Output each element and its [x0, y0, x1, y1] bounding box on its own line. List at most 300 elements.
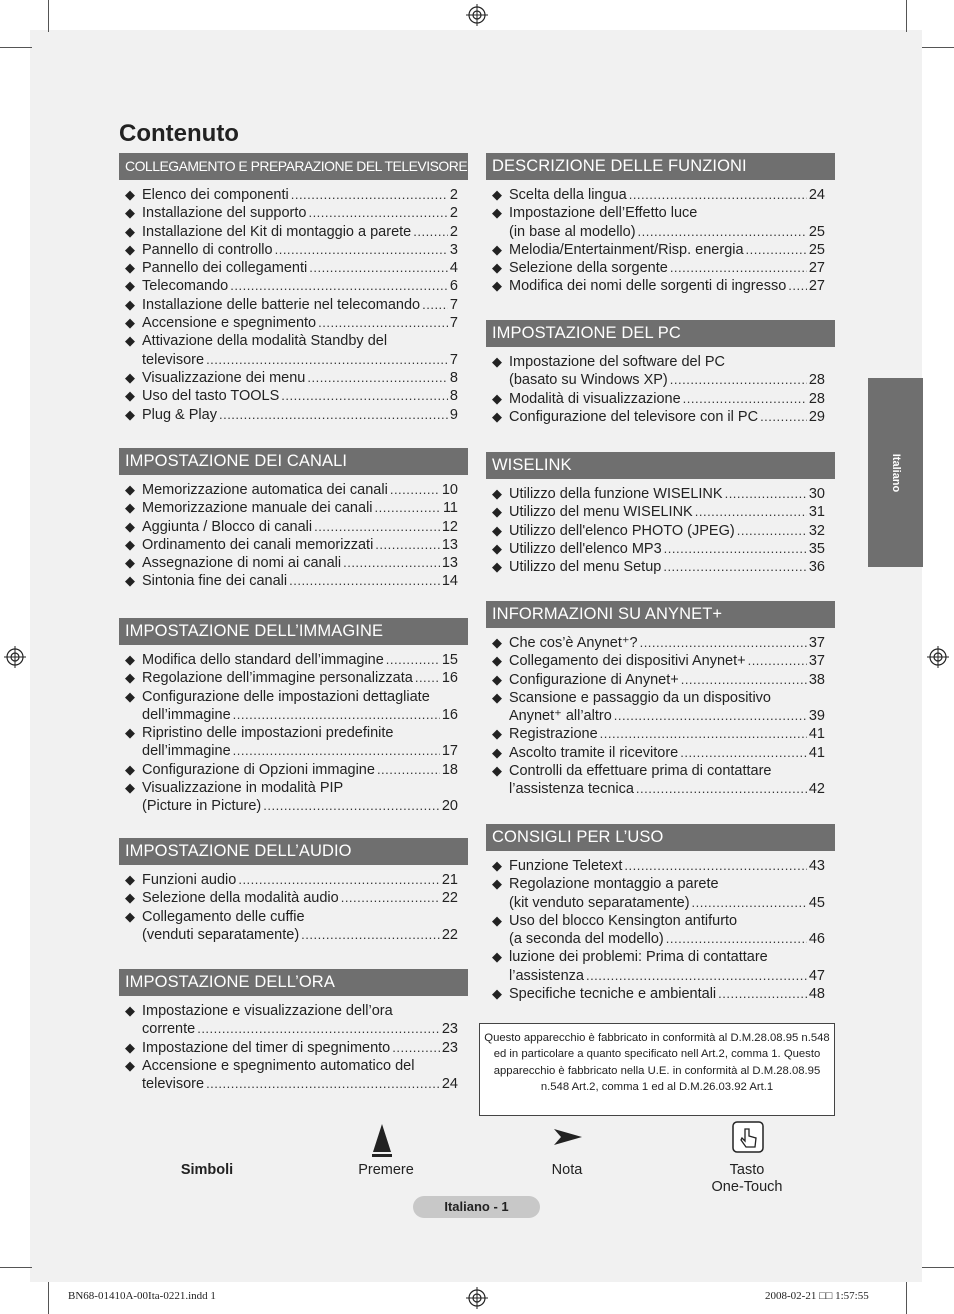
toc-entry-text: Anynet⁺ all’altro — [509, 708, 612, 725]
toc-entry[interactable] — [486, 875, 835, 912]
toc-entry[interactable] — [486, 522, 835, 540]
toc-entry-text: (kit venduto separatamente) — [509, 894, 690, 911]
toc-page-number: 4 — [449, 260, 458, 277]
toc-page-number: 12 — [441, 518, 458, 535]
toc-section — [119, 153, 468, 424]
crop-mark — [0, 1267, 32, 1268]
toc-entry-text: Modalità di visualizzazione — [509, 390, 681, 407]
toc-entry-row — [142, 572, 458, 590]
toc-page-number: 6 — [449, 278, 458, 295]
toc-entry[interactable] — [119, 908, 468, 945]
toc-entry-text: (in base al modello) — [509, 223, 636, 240]
dot-leader — [624, 857, 806, 875]
toc-entry-row — [509, 503, 825, 521]
dot-leader — [695, 503, 807, 521]
diamond-bullet-icon: ◆ — [125, 872, 135, 887]
toc-entry[interactable] — [119, 369, 468, 387]
toc-entry-row — [509, 744, 825, 762]
toc-page-number: 11 — [442, 500, 458, 517]
toc-page-number: 43 — [808, 858, 825, 874]
symbol-label-one-touch-text: Tasto One-Touch — [711, 1162, 783, 1195]
dot-leader — [636, 780, 807, 798]
toc-entry[interactable] — [119, 518, 468, 536]
dot-leader — [415, 669, 440, 687]
toc-entry-row — [509, 985, 825, 1003]
toc-section — [486, 153, 835, 296]
toc-entry[interactable] — [486, 353, 835, 390]
toc-entry-row — [509, 485, 825, 503]
toc-entry-row — [142, 204, 458, 222]
toc-entry-row — [142, 481, 458, 499]
diamond-bullet-icon: ◆ — [492, 187, 502, 202]
toc-entry-row — [142, 871, 458, 889]
toc-entry-text: Memorizzazione manuale dei canali — [142, 500, 373, 517]
diamond-bullet-icon: ◆ — [125, 223, 135, 239]
diamond-bullet-icon: ◆ — [125, 890, 135, 906]
toc-entry[interactable] — [486, 689, 835, 726]
toc-entry-text: Collegamento delle cuffie — [142, 908, 305, 925]
toc-page-number: 38 — [808, 671, 825, 688]
toc-page-number: 24 — [441, 1076, 458, 1093]
toc-entry[interactable] — [119, 889, 468, 907]
toc-entry-text: Collegamento dei dispositivi Anynet+ — [509, 653, 746, 670]
toc-page-number: 28 — [808, 390, 825, 407]
note-icon — [553, 1128, 583, 1146]
diamond-bullet-icon: ◆ — [125, 260, 135, 276]
toc-entry[interactable] — [486, 204, 835, 241]
toc-page-number: 10 — [441, 482, 458, 498]
diamond-bullet-icon: ◆ — [125, 536, 135, 552]
toc-section — [119, 969, 468, 1093]
page-number: Italiano - 1 — [413, 1196, 540, 1218]
conformity-notice: Questo apparecchio è fabbricato in conformità al D.M.28.08.95 n.548 ed in particolare a quanto specificato nell Art.2, comma 1. Questo apparecchio è fabbricato nella U.E. in conformità al D.M.28.08.95 n.548 Art.2, comma 1 ed al D.M.26.03.92 Art.1 — [479, 1023, 835, 1116]
toc-entry-row — [142, 797, 458, 815]
toc-list — [486, 628, 835, 799]
toc-entry-row — [142, 277, 458, 295]
diamond-bullet-icon: ◆ — [492, 763, 502, 779]
toc-entry-text: Ripristino delle impostazioni predefinite — [142, 725, 394, 742]
toc-entry[interactable] — [486, 277, 835, 295]
toc-entry-row — [509, 930, 825, 948]
toc-entry[interactable] — [486, 408, 835, 426]
toc-page-number: 8 — [449, 388, 458, 405]
toc-page-number: 35 — [808, 540, 825, 557]
diamond-bullet-icon: ◆ — [492, 559, 502, 575]
toc-section — [486, 601, 835, 799]
page-title: Contenuto — [119, 120, 239, 147]
toc-entry[interactable] — [119, 387, 468, 405]
diamond-bullet-icon: ◆ — [125, 187, 135, 202]
toc-entry-text: Impostazione del timer di spegnimento — [142, 1039, 391, 1056]
toc-entry[interactable] — [486, 744, 835, 762]
dot-leader — [281, 387, 448, 405]
diamond-bullet-icon: ◆ — [125, 369, 135, 385]
toc-entry[interactable] — [119, 277, 468, 295]
toc-entry-text: Uso del blocco Kensington antifurto — [509, 912, 738, 929]
diamond-bullet-icon: ◆ — [492, 504, 502, 520]
dot-leader — [670, 371, 807, 389]
toc-page-number: 22 — [441, 890, 458, 907]
dot-leader — [586, 967, 807, 985]
diamond-bullet-icon: ◆ — [125, 315, 135, 331]
registration-mark-icon — [4, 646, 26, 668]
dot-leader — [263, 797, 440, 815]
dot-leader — [197, 1020, 440, 1038]
diamond-bullet-icon: ◆ — [492, 278, 502, 294]
toc-page-number: 48 — [808, 986, 825, 1003]
section-heading: WISELINK — [486, 452, 835, 479]
toc-entry-text: Melodia/Entertainment/Risp. energia — [509, 241, 744, 258]
toc-entry[interactable] — [486, 485, 835, 503]
diamond-bullet-icon: ◆ — [125, 725, 135, 741]
toc-entry[interactable] — [119, 871, 468, 889]
toc-list — [486, 347, 835, 426]
toc-entry-text: Selezione della modalità audio — [142, 890, 339, 907]
toc-entry[interactable] — [119, 204, 468, 222]
dot-leader — [629, 186, 807, 204]
toc-entry-text: Installazione del supporto — [142, 205, 307, 222]
crop-mark — [922, 1267, 954, 1268]
toc-entry-text: Installazione del Kit di montaggio a parete — [142, 223, 412, 240]
toc-entry[interactable] — [119, 536, 468, 554]
toc-entry[interactable] — [119, 332, 468, 369]
toc-entry[interactable] — [486, 985, 835, 1003]
dot-leader — [309, 259, 448, 277]
diamond-bullet-icon: ◆ — [492, 241, 502, 257]
toc-entry-row — [509, 390, 825, 408]
toc-entry-text: (basato su Windows XP) — [509, 372, 668, 389]
toc-entry-text: Utilizzo del menu WISELINK — [509, 504, 693, 521]
toc-entry-text: dell’immagine — [142, 706, 231, 723]
toc-section — [119, 838, 468, 944]
toc-entry-text: Attivazione della modalità Standby del — [142, 333, 388, 350]
toc-entry[interactable] — [486, 259, 835, 277]
toc-list — [119, 475, 468, 591]
toc-entry-text: Configurazione di Anynet+ — [509, 671, 679, 688]
toc-entry-text: Controlli da effettuare prima di contattare — [509, 763, 772, 780]
dot-leader — [664, 540, 807, 558]
toc-page-number: 14 — [441, 573, 458, 590]
toc-entry-row — [509, 857, 825, 875]
toc-entry-text: Installazione delle batterie nel telecomando — [142, 296, 421, 313]
diamond-bullet-icon: ◆ — [125, 688, 135, 704]
diamond-bullet-icon: ◆ — [125, 333, 135, 349]
dot-leader — [640, 634, 807, 652]
toc-entry-text: (Picture in Picture) — [142, 798, 262, 815]
toc-entry[interactable] — [119, 688, 468, 725]
toc-entry[interactable] — [119, 554, 468, 572]
toc-page-number: 22 — [441, 926, 458, 943]
toc-entry[interactable] — [486, 558, 835, 576]
section-heading: IMPOSTAZIONE DELL’IMMAGINE — [119, 618, 468, 645]
toc-page-number: 37 — [808, 635, 825, 651]
dot-leader — [386, 651, 440, 669]
toc-entry-text: televisore — [142, 1076, 205, 1093]
toc-entry-row — [509, 671, 825, 689]
toc-page-number: 2 — [449, 187, 458, 203]
toc-entry-text: Visualizzazione in modalità PIP — [142, 780, 344, 797]
diamond-bullet-icon: ◆ — [125, 296, 135, 312]
dot-leader — [737, 522, 807, 540]
toc-page-number: 2 — [449, 223, 458, 240]
toc-page-number: 15 — [441, 652, 458, 668]
toc-entry-text: l’assistenza tecnica — [509, 781, 634, 798]
dot-leader — [308, 204, 447, 222]
toc-entry-text: Impostazione dell’Effetto luce — [509, 205, 698, 222]
diamond-bullet-icon: ◆ — [492, 912, 502, 928]
toc-entry-row — [142, 554, 458, 572]
toc-page-number: 7 — [449, 296, 458, 313]
diamond-bullet-icon: ◆ — [125, 1039, 135, 1055]
toc-entry[interactable] — [119, 499, 468, 517]
toc-entry[interactable] — [486, 652, 835, 670]
section-heading: COLLEGAMENTO E PREPARAZIONE DEL TELEVISORE — [119, 153, 468, 180]
dot-leader — [718, 985, 807, 1003]
toc-entry-text: Uso del tasto TOOLS — [142, 388, 280, 405]
toc-section — [486, 824, 835, 1003]
toc-entry-row — [142, 926, 458, 944]
toc-page-number: 7 — [449, 351, 458, 368]
toc-entry-row — [142, 536, 458, 554]
toc-entry-row — [142, 387, 458, 405]
dot-leader — [663, 558, 807, 576]
toc-page-number: 16 — [441, 670, 458, 687]
toc-entry-row — [509, 186, 825, 204]
toc-page-number: 16 — [441, 706, 458, 723]
toc-entry[interactable] — [119, 572, 468, 590]
toc-entry-row — [509, 408, 825, 426]
toc-entry-row — [142, 241, 458, 259]
toc-page-number: 39 — [808, 708, 825, 725]
toc-list — [119, 996, 468, 1093]
toc-entry-text: Modifica dei nomi delle sorgenti di ingresso — [509, 278, 787, 295]
toc-entry-text: Pannello dei collegamenti — [142, 260, 308, 277]
symbol-label-nota: Nota — [551, 1162, 583, 1178]
toc-page-number: 41 — [808, 744, 825, 761]
toc-entry-text: Sintonia fine dei canali — [142, 573, 288, 590]
toc-entry-row — [509, 223, 825, 241]
dot-leader — [670, 259, 807, 277]
diamond-bullet-icon: ◆ — [492, 689, 502, 705]
toc-entry-row — [142, 186, 458, 204]
toc-entry-text: Funzioni audio — [142, 872, 237, 888]
diamond-bullet-icon: ◆ — [492, 671, 502, 687]
toc-entry[interactable] — [119, 314, 468, 332]
toc-entry-text: Che cos’è Anynet⁺? — [509, 635, 638, 651]
toc-entry-text: Configurazione di Opzioni immagine — [142, 761, 375, 778]
side-tab-label: Italiano — [889, 453, 902, 492]
footer-file: BN68-01410A-00Ita-0221.indd 1 — [68, 1290, 216, 1302]
toc-entry[interactable] — [119, 259, 468, 277]
toc-page-number: 27 — [808, 260, 825, 277]
toc-page-number: 31 — [808, 504, 825, 521]
toc-entry[interactable] — [119, 1002, 468, 1039]
diamond-bullet-icon: ◆ — [492, 540, 502, 556]
toc-entry[interactable] — [486, 503, 835, 521]
dot-leader — [392, 1039, 440, 1057]
toc-entry[interactable] — [486, 186, 835, 204]
toc-list — [486, 851, 835, 1003]
toc-entry[interactable] — [119, 669, 468, 687]
toc-page-number: 20 — [441, 798, 458, 815]
dot-leader — [343, 554, 440, 572]
dot-leader — [788, 277, 807, 295]
section-heading: IMPOSTAZIONE DELL’ORA — [119, 969, 468, 996]
toc-entry-text: Plug & Play — [142, 406, 217, 423]
toc-page-number: 41 — [808, 726, 825, 743]
toc-entry[interactable] — [119, 651, 468, 669]
dot-leader — [748, 652, 807, 670]
toc-entry-text: Telecomando — [142, 278, 229, 295]
dot-leader — [206, 351, 448, 369]
toc-entry-text: Ordinamento dei canali memorizzati — [142, 536, 374, 553]
toc-entry-text: Specifiche tecniche e ambientali — [509, 986, 717, 1003]
toc-entry-row — [509, 967, 825, 985]
toc-page-number: 9 — [449, 406, 458, 423]
dot-leader — [230, 277, 448, 295]
toc-entry-row — [142, 259, 458, 277]
toc-page-number: 23 — [441, 1021, 458, 1038]
toc-entry-row — [509, 371, 825, 389]
toc-page-number: 21 — [441, 872, 458, 888]
crop-mark — [0, 47, 32, 48]
toc-entry[interactable] — [486, 912, 835, 949]
diamond-bullet-icon: ◆ — [125, 388, 135, 404]
dot-leader — [301, 926, 440, 944]
toc-entry[interactable] — [119, 241, 468, 259]
toc-entry[interactable] — [119, 779, 468, 816]
diamond-bullet-icon: ◆ — [492, 653, 502, 669]
toc-list — [119, 180, 468, 424]
toc-entry[interactable] — [486, 540, 835, 558]
toc-entry[interactable] — [119, 481, 468, 499]
diamond-bullet-icon: ◆ — [125, 500, 135, 516]
toc-page-number: 24 — [808, 187, 825, 203]
toc-page-number: 3 — [449, 241, 458, 258]
toc-entry[interactable] — [119, 186, 468, 204]
toc-entry-text: (venduti separatamente) — [142, 926, 300, 943]
diamond-bullet-icon: ◆ — [125, 205, 135, 221]
toc-list — [119, 645, 468, 816]
dot-leader — [289, 572, 440, 590]
toc-page-number: 45 — [808, 894, 825, 911]
toc-entry[interactable] — [486, 948, 835, 985]
toc-entry-row — [509, 652, 825, 670]
toc-entry[interactable] — [486, 241, 835, 259]
toc-section — [486, 452, 835, 576]
toc-entry-row — [142, 706, 458, 724]
toc-entry-row — [509, 522, 825, 540]
diamond-bullet-icon: ◆ — [125, 406, 135, 422]
toc-page-number: 13 — [441, 555, 458, 572]
toc-entry-row — [142, 1020, 458, 1038]
toc-entry[interactable] — [486, 671, 835, 689]
toc-entry-text: Accensione e spegnimento automatico del — [142, 1057, 415, 1074]
toc-entry-text: (a seconda del modello) — [509, 931, 664, 948]
diamond-bullet-icon: ◆ — [125, 761, 135, 777]
dot-leader — [638, 223, 807, 241]
toc-entry-row — [142, 351, 458, 369]
crop-mark — [922, 47, 954, 48]
toc-entry[interactable] — [119, 724, 468, 761]
toc-page-number: 18 — [441, 761, 458, 778]
toc-entry[interactable] — [119, 406, 468, 424]
press-icon — [369, 1122, 395, 1158]
toc-entry[interactable] — [119, 1039, 468, 1057]
toc-entry-text: Memorizzazione automatica dei canali — [142, 482, 388, 498]
toc-entry[interactable] — [486, 725, 835, 743]
toc-entry-text: Pannello di controllo — [142, 241, 273, 258]
toc-entry-row — [142, 369, 458, 387]
dot-leader — [692, 894, 807, 912]
diamond-bullet-icon: ◆ — [492, 354, 502, 369]
diamond-bullet-icon: ◆ — [125, 278, 135, 294]
dot-leader — [422, 296, 448, 314]
diamond-bullet-icon: ◆ — [125, 652, 135, 667]
toc-entry-text: Utilizzo del menu Setup — [509, 559, 662, 576]
diamond-bullet-icon: ◆ — [125, 573, 135, 589]
toc-entry[interactable] — [486, 634, 835, 652]
diamond-bullet-icon: ◆ — [125, 241, 135, 257]
toc-page-number: 28 — [808, 372, 825, 389]
toc-entry-row — [509, 259, 825, 277]
toc-entry[interactable] — [119, 223, 468, 241]
toc-page-number: 30 — [808, 486, 825, 502]
dot-leader — [600, 725, 807, 743]
toc-entry-row — [509, 241, 825, 259]
symbols-label: Simboli — [180, 1162, 234, 1178]
toc-entry-text: Utilizzo dell'elenco PHOTO (JPEG) — [509, 522, 735, 539]
dot-leader — [318, 314, 448, 332]
section-heading: IMPOSTAZIONE DEL PC — [486, 320, 835, 347]
toc-page-number: 47 — [808, 967, 825, 984]
diamond-bullet-icon: ◆ — [492, 876, 502, 892]
dot-leader — [666, 930, 807, 948]
toc-entry-row — [509, 894, 825, 912]
toc-entry-row — [509, 725, 825, 743]
toc-entry-row — [509, 540, 825, 558]
toc-entry[interactable] — [119, 296, 468, 314]
toc-entry-text: luzione dei problemi: Prima di contattare — [509, 949, 768, 966]
toc-entry-text: dell’immagine — [142, 743, 231, 760]
toc-entry-text: Accensione e spegnimento — [142, 315, 317, 332]
toc-entry-text: Configurazione delle impostazioni dettagliate — [142, 688, 430, 705]
toc-entry-row — [509, 707, 825, 725]
section-heading: DESCRIZIONE DELLE FUNZIONI — [486, 153, 835, 180]
crop-mark — [906, 0, 907, 32]
toc-entry[interactable] — [486, 857, 835, 875]
registration-mark-icon — [927, 646, 949, 668]
toc-entry[interactable] — [486, 390, 835, 408]
registration-mark-icon — [466, 1287, 488, 1309]
registration-mark-icon — [466, 4, 488, 26]
toc-entry[interactable] — [119, 1057, 468, 1094]
language-side-tab — [868, 378, 923, 567]
toc-entry[interactable] — [486, 762, 835, 799]
diamond-bullet-icon: ◆ — [492, 635, 502, 650]
toc-entry-text: Aggiunta / Blocco di canali — [142, 518, 313, 535]
toc-list — [486, 479, 835, 576]
toc-entry[interactable] — [119, 761, 468, 779]
diamond-bullet-icon: ◆ — [492, 949, 502, 965]
diamond-bullet-icon: ◆ — [125, 908, 135, 924]
section-heading: IMPOSTAZIONE DEI CANALI — [119, 448, 468, 475]
dot-leader — [219, 406, 448, 424]
toc-entry-text: corrente — [142, 1021, 196, 1038]
dot-leader — [275, 241, 448, 259]
dot-leader — [377, 761, 440, 779]
toc-entry-text: Impostazione e visualizzazione dell’ora — [142, 1003, 393, 1019]
